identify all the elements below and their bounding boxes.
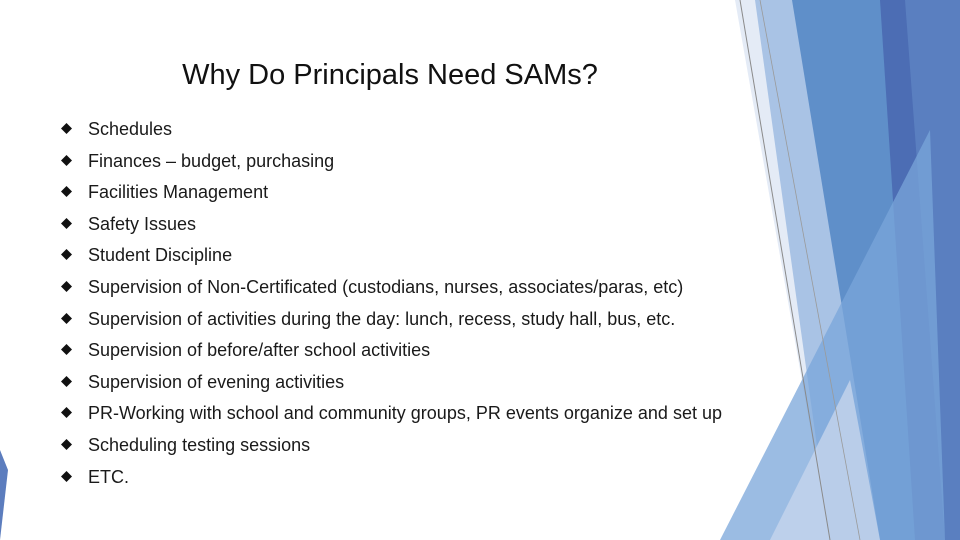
bullet-item [60,371,730,393]
bullet-item [60,244,730,266]
bullet-text: ETC. [88,466,130,487]
bullet-item [60,276,730,298]
diamond-bullet-icon [61,218,72,229]
bullet-item [60,402,730,424]
bullet-text: Scheduling testing sessions [88,434,311,455]
diamond-bullet-icon [61,155,72,166]
bullet-list [60,118,730,497]
bullet-item [60,339,730,361]
diamond-bullet-icon [61,471,72,482]
diamond-bullet-icon [61,376,72,387]
bullet-item [60,466,730,488]
bullet-text: PR-Working with school and community groups, PR events organize and set up [88,403,722,424]
bullet-text: Schedules [88,119,173,139]
bullet-text: Safety Issues [88,213,197,234]
slide-title: Why Do Principals Need SAMs? [182,59,598,91]
bullet-item [60,213,730,235]
diamond-bullet-icon [61,313,72,324]
decor-left-sliver [0,450,8,540]
bullet-text: Student Discipline [88,245,233,266]
diamond-bullet-icon [61,249,72,260]
bullet-item [60,308,730,330]
bullet-text: Supervision of evening activities [88,371,345,392]
bullet-text: Supervision of Non-Certificated (custodians, nurses, associates/paras, etc) [88,276,684,297]
bullet-item [60,181,730,203]
diamond-bullet-icon [61,344,72,355]
bullet-item [60,434,730,456]
bullet-text: Finances – budget, purchasing [88,150,335,171]
diamond-bullet-icon [61,281,72,292]
bullet-item [60,118,730,140]
diamond-bullet-icon [61,407,72,418]
bullet-text: Supervision of activities during the day: lunch, recess, study hall, bus, etc. [88,308,676,329]
diamond-bullet-icon [61,123,72,134]
bullet-text: Supervision of before/after school activities [88,340,431,361]
bullet-item [60,150,730,172]
diamond-bullet-icon [61,439,72,450]
diamond-bullet-icon [61,186,72,197]
bullet-text: Facilities Management [88,182,269,203]
